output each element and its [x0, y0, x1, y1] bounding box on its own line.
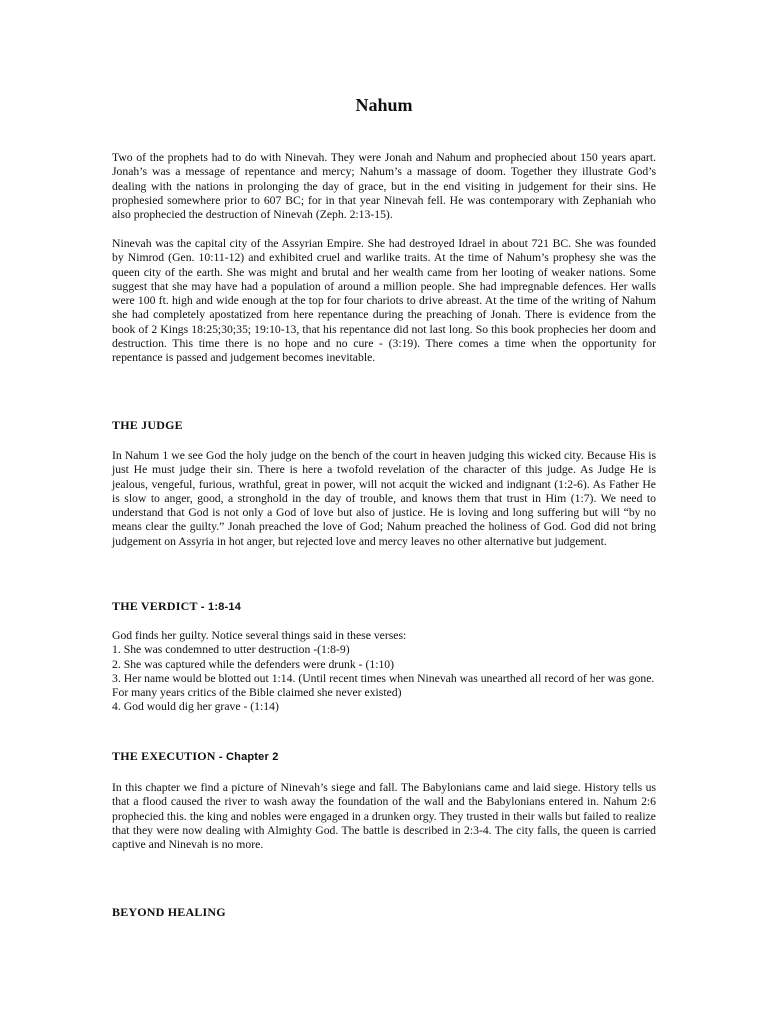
- execution-heading-reference: - Chapter 2: [215, 751, 279, 763]
- section-heading-beyond-healing: BEYOND HEALING: [112, 905, 226, 919]
- verdict-item-1: 1. She was condemned to utter destruction -(1:8-9): [112, 643, 350, 657]
- verdict-item-3: 3. Her name would be blotted out 1:14. (Until recent times when Ninevah was unearthed all record of her was gone. For many years critics of the Bible claimed she never existed): [112, 671, 655, 700]
- judge-paragraph: In Nahum 1 we see God the holy judge on the bench of the court in heaven judging this wicked city. Because His is just He must judge their sin. There is here a twofold revelation of the character of this judge. As Judge He is jealous, vengeful, furious, wrathful, great in power, will not acquit the wicked and indignant (1:2-6). As Father He is slow to anger, good, a stronghold in the day of trouble, and knows them that trust in Him (1:7). We need to understand that God is not only a God of love but also of justice. He is loving and long suffering but will “by no means clear the guilty.” Jonah preached the love of God; Nahum preached the holiness of God. God did not bring judgement on Assyria in hot anger, but rejected love and mercy leaves no other alternative but judgement.: [112, 449, 656, 548]
- section-heading-verdict: [112, 599, 241, 614]
- section-heading-execution: [112, 749, 279, 764]
- verdict-intro: God finds her guilty. Notice several things said in these verses:: [112, 629, 407, 642]
- verdict-item-4: 4. God would dig her grave - (1:14): [112, 700, 279, 714]
- document-page: [112, 0, 656, 1024]
- section-heading-judge: THE JUDGE: [112, 418, 183, 432]
- execution-paragraph: In this chapter we find a picture of Ninevah’s siege and fall. The Babylonians came and laid siege. History tells us that a flood caused the river to wash away the foundation of the wall and the Babylonians entered in. Nahum 2:6 prophecied this. the king and nobles were engaged in a drunken orgy. They trusted in their walls but failed to realize that they were now dealing with Almighty God. The battle is described in 2:3-4. The city falls, the queen is carried captive and Ninevah is no more.: [112, 781, 656, 852]
- verdict-heading-reference: - 1:8-14: [197, 601, 242, 613]
- intro-paragraph-1: Two of the prophets had to do with Ninevah. They were Jonah and Nahum and prophecied about 150 years apart. Jonah’s was a message of repentance and mercy; Nahum’s a massage of doom. Together they illustrate God’s dealing with the nations in prolonging the day of grace, but in the end visiting in judgement for their sins. He prophesied somewhere prior to 607 BC; for in that year Ninevah fell. He was contemporary with Zephaniah who also prophecied the destruction of Ninevah (Zeph. 2:13-15).: [112, 151, 656, 222]
- document-title: Nahum: [355, 95, 413, 115]
- verdict-list: [112, 629, 656, 715]
- verdict-heading-text: THE VERDICT: [112, 599, 198, 613]
- execution-heading-text: THE EXECUTION: [112, 749, 216, 763]
- verdict-item-2: 2. She was captured while the defenders were drunk - (1:10): [112, 657, 395, 671]
- intro-paragraph-2: Ninevah was the capital city of the Assyrian Empire. She had destroyed Idrael in about 721 BC. She was founded by Nimrod (Gen. 10:11-12) and exhibited cruel and warlike traits. At the time of Nahum’s prophesy she was the queen city of the earth. She was might and brutal and her wealth came from her looting of weaker nations. Some suggest that she may have had a population of around a million people. She had impregnable defences. Her walls were 100 ft. high and wide enough at the top for four chariots to drive abreast. At the time of the writing of Nahum she had completely apostatized from here repentance during the preaching of Jonah. There is evidence from the book of 2 Kings 18:25;30;35; 19:10-13, that his repentance did not last long. So this book prophecies her doom and destruction. This time there is no hope and no cure - (3:19). There comes a time when the opportunity for repentance is passed and judgement becomes inevitable.: [112, 237, 656, 365]
